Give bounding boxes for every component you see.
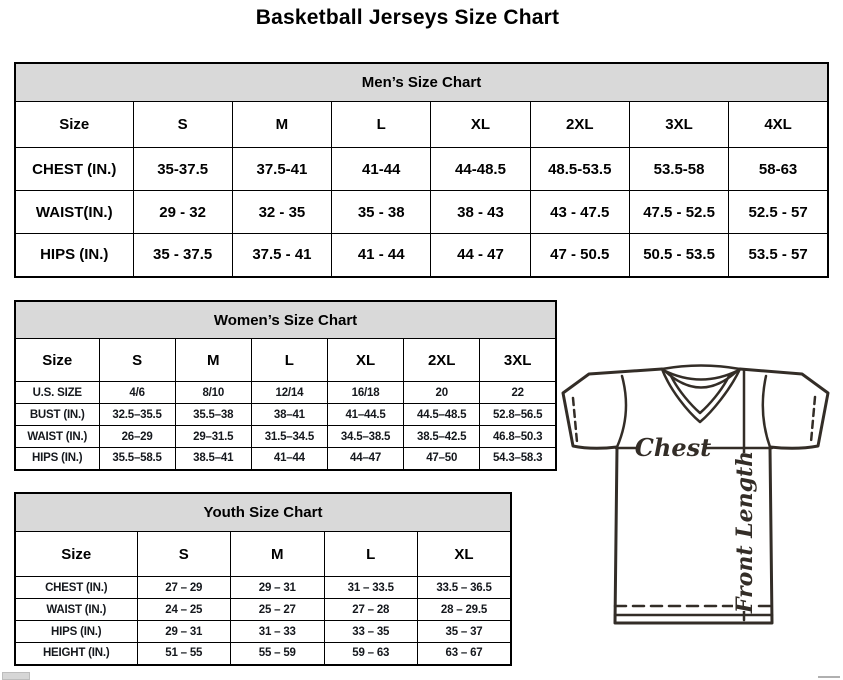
measurement-value-cell: 58-63	[729, 148, 828, 191]
measurement-value-cell: 20	[404, 382, 480, 404]
size-column-header: 3XL	[629, 102, 728, 148]
size-header-label: Size	[15, 102, 133, 148]
mens-size-table	[14, 62, 829, 278]
measurement-row	[15, 448, 556, 470]
measurement-value-cell: 29 – 31	[137, 621, 231, 643]
measurement-row-label: WAIST (IN.)	[15, 599, 137, 621]
measurement-value-cell: 46.8–50.3	[480, 426, 556, 448]
measurement-value-cell: 34.5–38.5	[327, 426, 403, 448]
size-column-header: XL	[431, 102, 530, 148]
measurement-value-cell: 37.5 - 41	[232, 234, 331, 277]
size-column-header: XL	[418, 532, 512, 577]
measurement-row	[15, 426, 556, 448]
measurement-value-cell: 8/10	[175, 382, 251, 404]
size-column-header: 2XL	[530, 102, 629, 148]
measurement-value-cell: 53.5 - 57	[729, 234, 828, 277]
size-column-header: M	[175, 339, 251, 382]
size-column-header: S	[99, 339, 175, 382]
womens-size-table-title: Women’s Size Chart	[15, 301, 556, 339]
size-column-header: M	[231, 532, 325, 577]
measurement-value-cell: 43 - 47.5	[530, 191, 629, 234]
measurement-row	[15, 382, 556, 404]
jersey-measurement-diagram	[552, 358, 839, 643]
page-title: Basketball Jerseys Size Chart	[255, 6, 560, 29]
measurement-row	[15, 234, 828, 277]
size-header-label: Size	[15, 339, 99, 382]
womens-size-table	[14, 300, 557, 471]
size-column-header: 2XL	[404, 339, 480, 382]
measurement-value-cell: 31 – 33.5	[324, 577, 418, 599]
size-column-header: S	[133, 102, 232, 148]
measurement-value-cell: 28 – 29.5	[418, 599, 512, 621]
size-column-header: XL	[327, 339, 403, 382]
size-column-header: L	[332, 102, 431, 148]
measurement-row	[15, 599, 511, 621]
measurement-value-cell: 33.5 – 36.5	[418, 577, 512, 599]
size-column-header: S	[137, 532, 231, 577]
measurement-value-cell: 29–31.5	[175, 426, 251, 448]
measurement-value-cell: 38.5–41	[175, 448, 251, 470]
measurement-value-cell: 4/6	[99, 382, 175, 404]
measurement-value-cell: 41–44	[251, 448, 327, 470]
youth-size-table-title: Youth Size Chart	[15, 493, 511, 532]
youth-size-table	[14, 492, 512, 666]
measurement-row	[15, 148, 828, 191]
measurement-value-cell: 44–47	[327, 448, 403, 470]
size-column-header: M	[232, 102, 331, 148]
measurement-value-cell: 54.3–58.3	[480, 448, 556, 470]
measurement-value-cell: 33 – 35	[324, 621, 418, 643]
measurement-value-cell: 35.5–38	[175, 404, 251, 426]
measurement-value-cell: 38–41	[251, 404, 327, 426]
measurement-value-cell: 35 - 38	[332, 191, 431, 234]
measurement-value-cell: 44 - 47	[431, 234, 530, 277]
size-column-header: L	[324, 532, 418, 577]
measurement-row-label: U.S. SIZE	[15, 382, 99, 404]
measurement-value-cell: 35 - 37.5	[133, 234, 232, 277]
measurement-value-cell: 27 – 29	[137, 577, 231, 599]
measurement-value-cell: 32.5–35.5	[99, 404, 175, 426]
measurement-value-cell: 47–50	[404, 448, 480, 470]
measurement-value-cell: 24 – 25	[137, 599, 231, 621]
measurement-row-label: WAIST (IN.)	[15, 426, 99, 448]
measurement-value-cell: 52.5 - 57	[729, 191, 828, 234]
measurement-value-cell: 37.5-41	[232, 148, 331, 191]
measurement-row	[15, 621, 511, 643]
front-length-label: Front Length	[732, 450, 758, 614]
size-header-label: Size	[15, 532, 137, 577]
measurement-row	[15, 191, 828, 234]
measurement-row	[15, 577, 511, 599]
measurement-value-cell: 12/14	[251, 382, 327, 404]
measurement-row-label: CHEST (IN.)	[15, 577, 137, 599]
measurement-value-cell: 55 – 59	[231, 643, 325, 665]
measurement-value-cell: 31 – 33	[231, 621, 325, 643]
measurement-value-cell: 47 - 50.5	[530, 234, 629, 277]
measurement-value-cell: 22	[480, 382, 556, 404]
measurement-row-label: HIPS (IN.)	[15, 448, 99, 470]
measurement-value-cell: 59 – 63	[324, 643, 418, 665]
measurement-value-cell: 16/18	[327, 382, 403, 404]
measurement-value-cell: 47.5 - 52.5	[629, 191, 728, 234]
size-column-header: 3XL	[480, 339, 556, 382]
measurement-row-label: WAIST(IN.)	[15, 191, 133, 234]
measurement-value-cell: 41–44.5	[327, 404, 403, 426]
measurement-row-label: HIPS (IN.)	[15, 234, 133, 277]
size-column-header: L	[251, 339, 327, 382]
measurement-value-cell: 52.8–56.5	[480, 404, 556, 426]
measurement-value-cell: 50.5 - 53.5	[629, 234, 728, 277]
measurement-value-cell: 51 – 55	[137, 643, 231, 665]
measurement-value-cell: 31.5–34.5	[251, 426, 327, 448]
measurement-value-cell: 35-37.5	[133, 148, 232, 191]
measurement-value-cell: 44-48.5	[431, 148, 530, 191]
scrollbar-thumb-fragment[interactable]	[818, 676, 840, 678]
measurement-value-cell: 29 - 32	[133, 191, 232, 234]
measurement-row-label: CHEST (IN.)	[15, 148, 133, 191]
mens-size-table-title: Men’s Size Chart	[15, 63, 828, 102]
measurement-row-label: HEIGHT (IN.)	[15, 643, 137, 665]
measurement-row-label: HIPS (IN.)	[15, 621, 137, 643]
measurement-value-cell: 53.5-58	[629, 148, 728, 191]
measurement-value-cell: 26–29	[99, 426, 175, 448]
measurement-value-cell: 38.5–42.5	[404, 426, 480, 448]
measurement-row-label: BUST (IN.)	[15, 404, 99, 426]
measurement-row	[15, 404, 556, 426]
collar-top-line	[662, 366, 740, 370]
measurement-value-cell: 41-44	[332, 148, 431, 191]
measurement-value-cell: 35.5–58.5	[99, 448, 175, 470]
size-column-header: 4XL	[729, 102, 828, 148]
measurement-row	[15, 643, 511, 665]
measurement-value-cell: 63 – 67	[418, 643, 512, 665]
measurement-value-cell: 38 - 43	[431, 191, 530, 234]
chest-label: Chest	[634, 433, 712, 462]
measurement-value-cell: 27 – 28	[324, 599, 418, 621]
measurement-value-cell: 35 – 37	[418, 621, 512, 643]
measurement-value-cell: 44.5–48.5	[404, 404, 480, 426]
measurement-value-cell: 41 - 44	[332, 234, 431, 277]
measurement-value-cell: 48.5-53.5	[530, 148, 629, 191]
measurement-value-cell: 32 - 35	[232, 191, 331, 234]
measurement-value-cell: 29 – 31	[231, 577, 325, 599]
measurement-value-cell: 25 – 27	[231, 599, 325, 621]
